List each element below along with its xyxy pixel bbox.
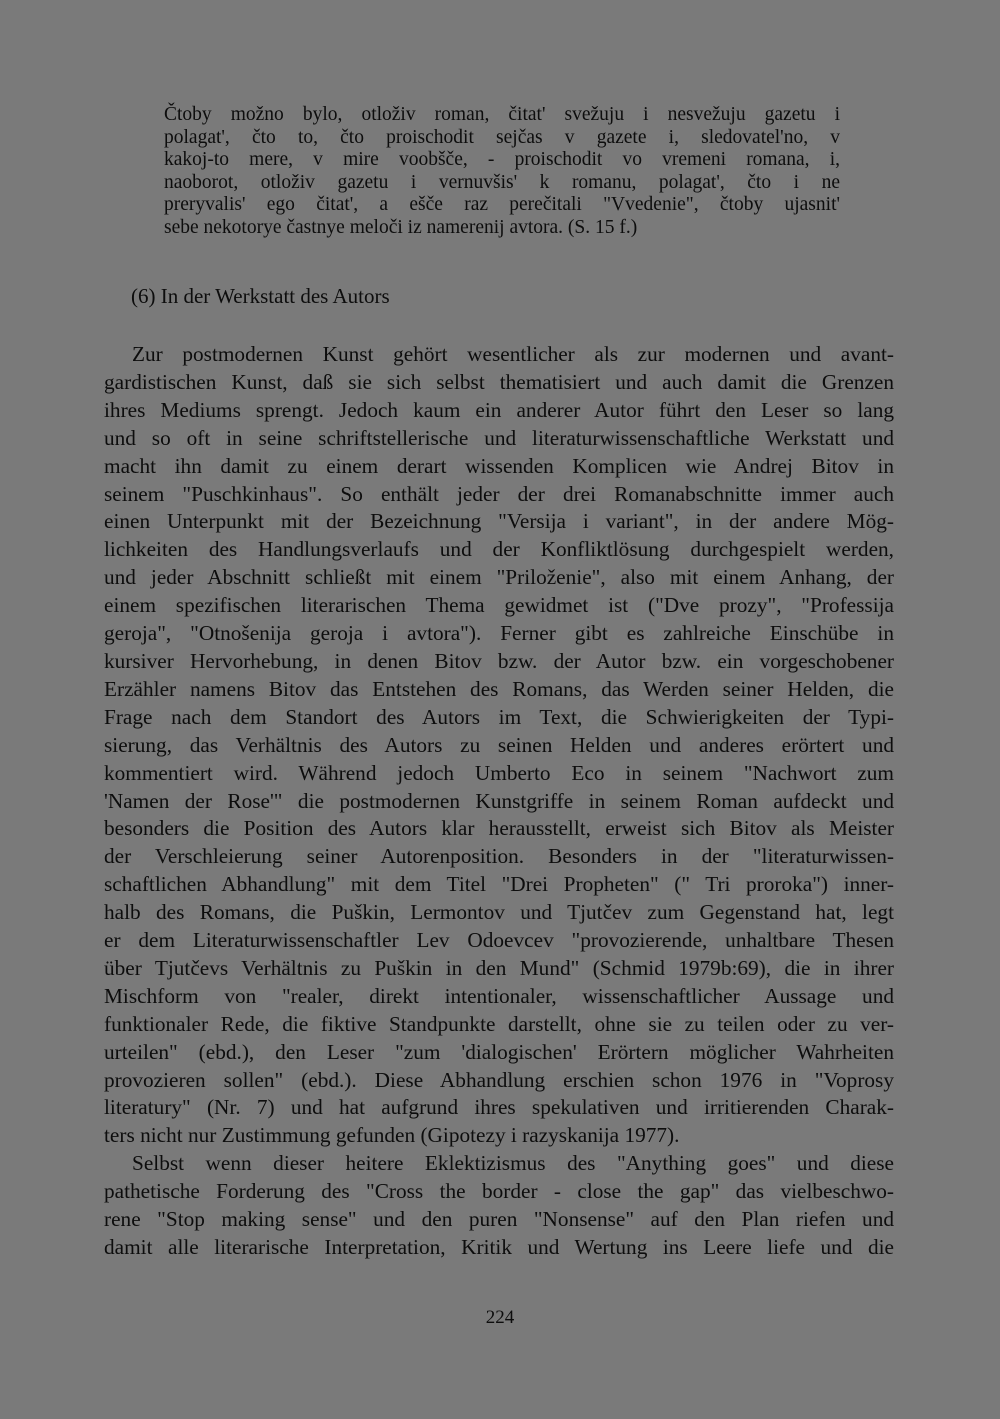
body-line: macht ihn damit zu einem derart wissenden Komplicen wie Andrej Bitov in bbox=[104, 453, 894, 478]
body-line: provozieren sollen" (ebd.). Diese Abhandlung erschien schon 1976 in "Voprosy bbox=[104, 1067, 894, 1092]
body-line: er dem Literaturwissenschaftler Lev Odoevcev "provozierende, unhaltbare Thesen bbox=[104, 928, 894, 953]
body-line: urteilen" (ebd.), den Leser "zum 'dialogischen' Erörtern möglicher Wahrheiten bbox=[104, 1039, 894, 1064]
body-line: ters nicht nur Zustimmung gefunden (Gipotezy i razyskanija 1977). bbox=[104, 1123, 680, 1148]
body-line: schaftlichen Abhandlung" mit dem Titel "Drei Propheten" (" Tri proroka") inner- bbox=[104, 872, 894, 897]
body-line: Frage nach dem Standort des Autors im Text, die Schwierigkeiten der Typi- bbox=[104, 704, 894, 729]
quote-line: kakoj-to mere, v mire voobšče, - proischodit vo vremeni romana, i, bbox=[164, 149, 840, 170]
body-line: kursiver Hervorhebung, in denen Bitov bzw. der Autor bzw. ein vorgeschobener bbox=[104, 648, 894, 673]
quote-line: sebe nekotorye častnye meloči iz namerenij avtora. (S. 15 f.) bbox=[164, 216, 638, 238]
body-line: funktionaler Rede, die fiktive Standpunkte darstellt, ohne sie zu teilen oder zu ver- bbox=[104, 1011, 894, 1036]
body-line: literatury" (Nr. 7) und hat aufgrund ihres spekulativen und irritierenden Charak- bbox=[104, 1095, 894, 1120]
body-line: besonders die Position des Autors klar herausstellt, erweist sich Bitov als Meister bbox=[104, 816, 894, 841]
block-quote bbox=[164, 104, 840, 239]
body-line: ihres Mediums sprengt. Jedoch kaum ein anderer Autor führt den Leser so lang bbox=[104, 397, 894, 422]
body-line: rene "Stop making sense" und den puren "Nonsense" auf den Plan riefen und bbox=[104, 1207, 894, 1232]
body-line: sierung, das Verhältnis des Autors zu seinen Helden und anderes erörtert und bbox=[104, 732, 894, 757]
body-line: pathetische Forderung des "Cross the border - close the gap" das vielbeschwo- bbox=[104, 1179, 894, 1204]
body-line: halb des Romans, die Puškin, Lermontov und Tjutčev zum Gegenstand hat, legt bbox=[104, 900, 894, 925]
quote-line: naoborot, otloživ gazetu i vernuvšis' k romanu, polagat', čto i ne bbox=[164, 171, 840, 193]
body-line: seinem "Puschkinhaus". So enthält jeder der drei Romanabschnitte immer auch bbox=[104, 481, 894, 506]
body-line: und jeder Abschnitt schließt mit einem "Priloženie", also mit einem Anhang, der bbox=[104, 565, 894, 590]
body-line: und so oft in seine schriftstellerische und literaturwissenschaftliche Werkstatt und bbox=[104, 425, 894, 450]
body-line: Zur postmodernen Kunst gehört wesentlicher als zur modernen und avant- bbox=[132, 342, 894, 366]
body-line: einem spezifischen literarischen Thema gewidmet ist ("Dve prozy", "Professija bbox=[104, 593, 894, 618]
quote-line: Čtoby možno bylo, otloživ roman, čitat' svežuju i nesvežuju gazetu i bbox=[164, 104, 840, 125]
section-heading: (6) In der Werkstatt des Autors bbox=[131, 284, 390, 308]
body-line: über Tjutčevs Verhältnis zu Puškin in den Mund" (Schmid 1979b:69), die in ihrer bbox=[104, 955, 894, 980]
body-line: einen Unterpunkt mit der Bezeichnung "Versija i variant", in der andere Mög- bbox=[104, 509, 894, 534]
body-line: damit alle literarische Interpretation, Kritik und Wertung ins Leere liefe und die bbox=[104, 1235, 894, 1259]
body-line: Erzähler namens Bitov das Entstehen des Romans, das Werden seiner Helden, die bbox=[104, 676, 894, 701]
body-line: kommentiert wird. Während jedoch Umberto Eco in seinem "Nachwort zum bbox=[104, 760, 894, 785]
quote-line: preryvalis' ego čitat', a ešče raz perečitali "Vvedenie", čtoby ujasnit' bbox=[164, 194, 840, 215]
body-line: Mischform von "realer, direkt intentionaler, wissenschaftlicher Aussage und bbox=[104, 983, 894, 1008]
body-line: lichkeiten des Handlungsverlaufs und der Konfliktlösung durchgespielt werden, bbox=[104, 537, 894, 562]
body-text bbox=[104, 341, 894, 1262]
quote-line: polagat', čto to, čto proischodit sejčas v gazete i, sledovatel'no, v bbox=[164, 126, 840, 148]
body-line: gardistischen Kunst, daß sie sich selbst thematisiert und auch damit die Grenzen bbox=[104, 369, 894, 394]
page-number: 224 bbox=[485, 1307, 515, 1328]
body-line: der Verschleierung seiner Autorenposition. Besonders in der "literaturwissen- bbox=[104, 844, 894, 869]
body-line: 'Namen der Rose'" die postmodernen Kunstgriffe in seinem Roman aufdeckt und bbox=[104, 788, 894, 813]
body-line: Selbst wenn dieser heitere Eklektizismus des "Anything goes" und diese bbox=[132, 1151, 894, 1176]
body-line: geroja", "Otnošenija geroja i avtora"). Ferner gibt es zahlreiche Einschübe in bbox=[104, 621, 894, 646]
